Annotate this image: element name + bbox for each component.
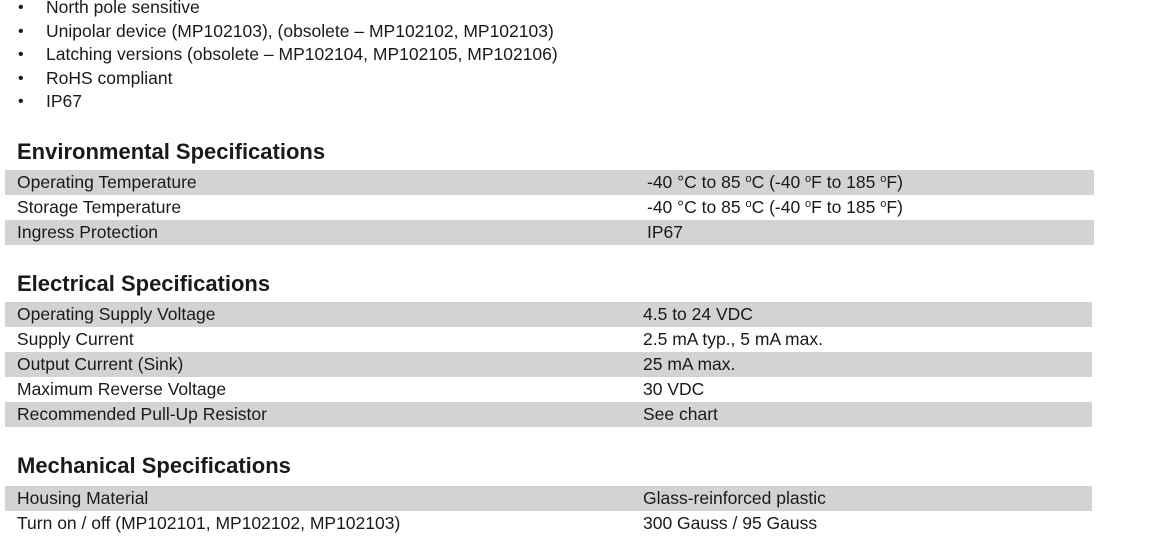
bullet-icon: • [18,0,24,16]
spec-row [5,302,1092,327]
spec-row [5,511,1092,536]
feature-text: Latching versions (obsolete – MP102104, MP102105, MP102106) [46,44,558,64]
bullet-icon: • [18,69,24,87]
spec-label: Output Current (Sink) [17,354,184,374]
spec-row [5,327,1092,352]
spec-value: -40 °C to 85 $^o$C (-40 $^o$F to 185 $^o$F) [647,197,903,217]
spec-label: Ingress Protection [17,222,159,242]
electrical-spec-table [5,302,1092,427]
feature-list [0,0,558,114]
spec-label: Operating Supply Voltage [17,304,216,324]
spec-row [5,170,1094,195]
feature-item [0,20,558,44]
bullet-icon: • [18,93,24,110]
spec-value: -40 °C to 85 $^o$C (-40 $^o$F to 185 $^o$F) [647,172,903,192]
spec-value: 4.5 to 24 VDC [643,304,753,324]
spec-label: Storage Temperature [17,197,182,217]
environmental-section-title: Environmental Specifications [17,139,326,164]
spec-row [5,402,1092,427]
spec-row [5,377,1092,402]
feature-item [0,90,558,114]
spec-value: Glass-reinforced plastic [643,488,826,508]
feature-text: RoHS compliant [46,67,173,88]
environmental-spec-table [5,170,1094,245]
feature-text: Unipolar device (MP102103), (obsolete – MP102102, MP102103) [46,20,554,41]
spec-label: Supply Current [17,329,134,349]
spec-value: IP67 [647,222,683,242]
feature-text: North pole sensitive [46,0,200,17]
feature-item [0,43,558,67]
spec-row [5,220,1094,245]
spec-value: 30 VDC [643,379,705,399]
feature-item [0,67,558,91]
feature-text: IP67 [46,91,82,111]
bullet-icon: • [18,22,24,40]
bullet-icon: • [18,46,24,63]
mechanical-section-title: Mechanical Specifications [17,453,291,478]
spec-label: Housing Material [17,488,149,508]
spec-value: 300 Gauss / 95 Gauss [643,513,818,533]
spec-label: Operating Temperature [17,172,197,192]
spec-label: Turn on / off (MP102101, MP102102, MP102103) [17,513,401,533]
spec-value: 25 mA max. [643,354,736,374]
electrical-section-title: Electrical Specifications [17,271,271,296]
spec-label: Recommended Pull-Up Resistor [17,404,267,424]
spec-value: 2.5 mA typ., 5 mA max. [643,329,823,349]
spec-label: Maximum Reverse Voltage [17,379,227,399]
spec-row [5,352,1092,377]
spec-value: See chart [643,404,718,424]
spec-row [5,486,1092,511]
spec-row [5,195,1094,220]
feature-item [0,0,558,20]
